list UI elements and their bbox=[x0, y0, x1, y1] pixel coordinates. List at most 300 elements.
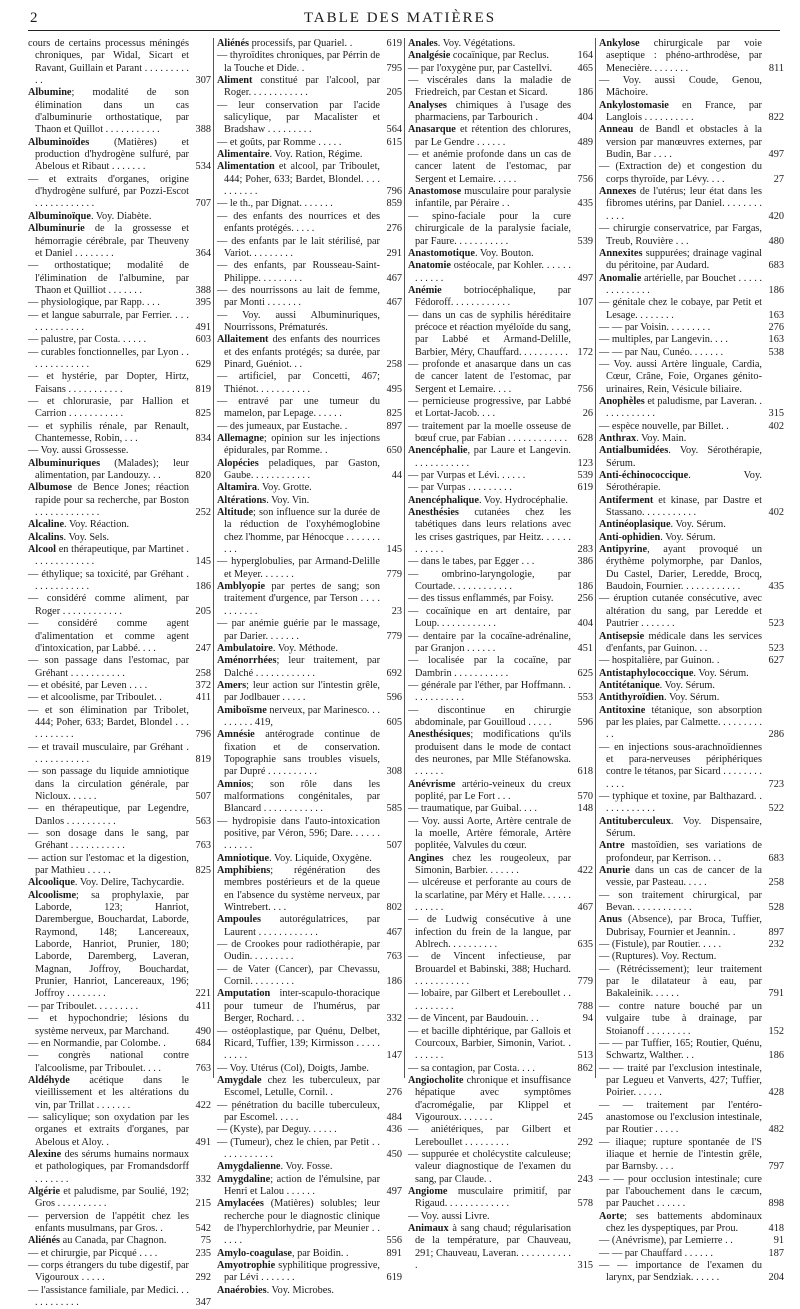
entry-page-number: 186 bbox=[768, 1050, 784, 1062]
entry-text: . Voy. Sérum. bbox=[693, 667, 749, 679]
entry-heading: Amnios bbox=[217, 778, 251, 790]
index-entry bbox=[217, 458, 402, 483]
index-entry bbox=[408, 593, 593, 605]
index-entry bbox=[408, 1211, 593, 1223]
index-entry bbox=[217, 75, 402, 100]
index-entry bbox=[217, 334, 402, 371]
entry-heading: Algérie bbox=[28, 1185, 61, 1197]
entry-page-number: 596 bbox=[386, 692, 402, 704]
entry-heading: Antithyroïdien bbox=[599, 692, 665, 704]
entry-page-number: 27 bbox=[773, 173, 784, 185]
index-entry bbox=[408, 50, 593, 62]
entry-page-number: 258 bbox=[768, 877, 784, 889]
entry-page-number: 570 bbox=[577, 790, 593, 802]
entry-heading: Antisepsie bbox=[599, 630, 645, 642]
entry-text: de la grossesse et hémorragie cérébrale, par Theuveny et Daniel . . . . . . . . bbox=[35, 223, 189, 259]
index-entry bbox=[599, 816, 784, 841]
entry-text: , ayant provoqué un érythème polymorphe, par Danlos, Du Castel, Darier, Leredde, Brocq, Baudoin, Fournier. . . . . . . . . . . . bbox=[606, 544, 762, 593]
index-entry bbox=[599, 692, 784, 704]
entry-text: — son passage dans l'estomac, par Gréhant . . . . . . . . . . . bbox=[28, 655, 189, 679]
index-entry bbox=[599, 705, 784, 742]
index-entry bbox=[599, 939, 784, 951]
entry-heading: Anales bbox=[408, 38, 438, 49]
index-entry bbox=[28, 680, 211, 692]
index-entry bbox=[408, 260, 593, 285]
entry-page-number: 402 bbox=[768, 507, 784, 519]
entry-text: — — traitement par l'entéro-anastomose ou l'exclusion intestinale, par Routier . . . . . bbox=[599, 1099, 762, 1136]
entry-page-number: 763 bbox=[195, 1062, 211, 1074]
entry-page-number: 420 bbox=[768, 210, 784, 222]
index-entry bbox=[599, 680, 784, 692]
entry-text: — considéré comme agent d'alimentation et comme agent d'intoxication, par Labbé. . . . bbox=[28, 618, 189, 654]
index-entry bbox=[599, 519, 784, 531]
entry-heading: Anaérobies bbox=[217, 1284, 267, 1296]
entry-heading: Ankylostomasie bbox=[599, 99, 669, 111]
entry-page-number: 788 bbox=[577, 1000, 593, 1012]
entry-heading: Amers bbox=[217, 679, 247, 691]
entry-page-number: 627 bbox=[768, 655, 784, 667]
entry-text: antérograde continue de fixation et de conservation. Topographie sans troubles visuels, par Dupré . . . . . . . . . . bbox=[224, 729, 380, 778]
entry-page-number: 819 bbox=[195, 383, 211, 395]
entry-text: — par anémie guérie par le massage, par Darier. . . . . . . bbox=[217, 618, 380, 642]
entry-page-number: 522 bbox=[768, 803, 784, 815]
entry-page-number: 897 bbox=[768, 926, 784, 938]
entry-heading: Angines bbox=[408, 852, 444, 864]
index-entry bbox=[408, 816, 593, 853]
entry-heading: Annexites bbox=[599, 247, 643, 259]
entry-text: — (Fistule), par Routier. . . . . bbox=[599, 939, 722, 951]
index-entry bbox=[217, 507, 402, 556]
entry-text: botriocéphalique, par Fédoroff. . . . . . . . . . . . bbox=[415, 284, 571, 309]
index-entry bbox=[408, 680, 593, 705]
entry-text: — localisée par la cocaïne, par Dambrin . . . . . . . . . . . bbox=[408, 655, 571, 679]
index-column-4 bbox=[599, 38, 784, 1284]
entry-text: — iliaque; rupture spontanée de l'S iliaque et hernie de l'intestin grêle, par Barnsby. . . . bbox=[599, 1136, 762, 1173]
entry-page-number: 245 bbox=[577, 1111, 593, 1123]
entry-heading: Angiocholite bbox=[408, 1074, 464, 1086]
index-entry bbox=[217, 211, 402, 236]
entry-page-number: 491 bbox=[195, 321, 211, 333]
entry-text: — Voy. aussi Livre. bbox=[408, 1210, 490, 1222]
entry-heading: Anastomose bbox=[408, 186, 462, 198]
index-entry bbox=[599, 186, 784, 223]
index-entry bbox=[217, 433, 402, 458]
index-entry bbox=[217, 618, 402, 643]
entry-heading: Anophèles bbox=[599, 395, 645, 407]
entry-text: chronique et insuffisance hépatique avec symptômes d'acromégalie, par Klippel et Vigouroux. . . . . . . bbox=[415, 1074, 571, 1123]
entry-text: . Voy. Fosse. bbox=[280, 1161, 333, 1173]
entry-heading: Albuminurie bbox=[28, 223, 85, 235]
index-entry bbox=[408, 655, 593, 680]
entry-text: . Voy. Sérothérapie, Sérum. bbox=[606, 445, 762, 469]
index-entry bbox=[408, 359, 593, 396]
entry-text: — Voy. aussi Aorte, Artère centrale de la moelle, Artère fémorale, Artère poplitée, Valvules du cœur. bbox=[408, 815, 571, 852]
entry-text: — typhique et toxine, par Balthazard. . . . . . . . . . . . bbox=[599, 790, 762, 815]
entry-text: et paludisme, par Soulié, 192; Gros . . . . . . . . . . bbox=[35, 1185, 189, 1210]
entry-text: . Voy. Réaction. bbox=[64, 519, 130, 531]
entry-page-number: 497 bbox=[768, 149, 784, 161]
entry-text: ; son influence sur la durée de la réduction de l'oxyhémoglobine chez l'homme, par Hénocque . . . . . . . . . . bbox=[224, 507, 380, 556]
entry-page-number: 404 bbox=[577, 618, 593, 630]
entry-heading: Amygdale bbox=[217, 1074, 262, 1086]
index-entry bbox=[408, 495, 593, 507]
index-entry bbox=[408, 186, 593, 211]
entry-page-number: 625 bbox=[577, 667, 593, 679]
entry-page-number: 372 bbox=[195, 679, 211, 691]
entry-text: — par Triboulet. . . . . . . . . bbox=[28, 1000, 139, 1012]
entry-text: syphilitique progressive, par Lévi . . . . . . . bbox=[224, 1260, 380, 1284]
index-entry bbox=[408, 211, 593, 248]
entry-text: ; action de l'émulsine, par Henri et Lalou . . . . . . bbox=[224, 1173, 380, 1197]
index-column-1 bbox=[28, 38, 211, 1309]
entry-heading: Altamira bbox=[217, 482, 258, 494]
index-entry bbox=[28, 87, 211, 136]
entry-text: — (Kyste), par Deguy. . . . . . bbox=[217, 1124, 337, 1136]
index-entry bbox=[217, 137, 402, 149]
entry-text: ; leur traitement, par Dalché . . . . . . . . . . . . bbox=[224, 655, 380, 679]
entry-page-number: 564 bbox=[386, 124, 402, 136]
entry-page-number: 538 bbox=[768, 346, 784, 358]
entry-page-number: 796 bbox=[195, 729, 211, 741]
entry-page-number: 467 bbox=[577, 902, 593, 914]
entry-heading: Anesthésiques bbox=[408, 729, 471, 741]
entry-text: médicale dans les services d'enfants, par Guinon. . . bbox=[606, 630, 762, 654]
index-entry bbox=[408, 988, 593, 1013]
index-entry bbox=[28, 853, 211, 878]
entry-page-number: 467 bbox=[386, 272, 402, 284]
entry-text: — hydropisie dans l'auto-intoxication positive, par Véron, 596; Dare. . . . . . . . . . . . bbox=[217, 815, 380, 852]
entry-page-number: 221 bbox=[195, 988, 211, 1000]
entry-page-number: 232 bbox=[768, 939, 784, 951]
entry-text: ; modalité de son élimination dans un cas d'albuminurie orthostatique, par Thaon et Quillot . . . . . . . . . . . bbox=[35, 87, 189, 136]
entry-text: — le th., par Dignat. . . . . . . bbox=[217, 198, 333, 210]
index-entry bbox=[599, 532, 784, 544]
entry-text: — — pour occlusion intestinale; cure par l'abouchement dans le cæcum, par Pauchet . . . . . . bbox=[599, 1173, 762, 1210]
entry-page-number: 418 bbox=[768, 1223, 784, 1234]
entry-heading: Ambulatoire bbox=[217, 642, 273, 654]
entry-text: . Voy. Végétations. bbox=[437, 38, 516, 49]
entry-text: — espèce nouvelle, par Billet. . bbox=[599, 420, 729, 432]
index-entry bbox=[217, 260, 402, 285]
entry-text: . Voy. Diabète. bbox=[90, 210, 152, 222]
column-divider bbox=[213, 38, 214, 1078]
entry-page-number: 258 bbox=[386, 358, 402, 370]
entry-text: mastoïdien, ses variations de profondeur, par Kerrison. . . bbox=[606, 840, 762, 864]
entry-text: , par Laure et Langevin. . . . . . . . . . . . bbox=[415, 445, 571, 469]
entry-page-number: 779 bbox=[577, 976, 593, 988]
index-entry bbox=[217, 939, 402, 964]
entry-page-number: 619 bbox=[386, 1272, 402, 1284]
entry-page-number: 556 bbox=[386, 1235, 402, 1247]
index-entry bbox=[28, 1248, 211, 1260]
entry-text: chez les rougeoleux, par Simonin, Barbier. . . . . . . bbox=[415, 852, 571, 877]
entry-heading: Antitétanique bbox=[599, 679, 660, 691]
entry-text: . Voy. Liquide, Oxygène. bbox=[269, 852, 372, 864]
index-entry bbox=[599, 742, 784, 791]
entry-page-number: 428 bbox=[768, 1087, 784, 1099]
entry-text: — — traité par l'exclusion intestinale, par Legueu et Vanverts, 427; Tuffier, Poirier. . . . . . bbox=[599, 1062, 762, 1099]
entry-text: — et goûts, par Romme . . . . . bbox=[217, 136, 342, 148]
index-entry bbox=[217, 865, 402, 914]
entry-heading: Anti-ophidien bbox=[599, 531, 661, 543]
entry-heading: Alcalins bbox=[28, 531, 64, 543]
entry-page-number: 94 bbox=[582, 1013, 593, 1025]
index-entry bbox=[28, 38, 211, 87]
index-entry bbox=[217, 482, 402, 494]
entry-page-number: 465 bbox=[577, 62, 593, 74]
entry-page-number: 75 bbox=[200, 1235, 211, 1247]
index-entry bbox=[408, 606, 593, 631]
entry-heading: Antialbumidées bbox=[599, 445, 669, 457]
entry-page-number: 451 bbox=[577, 642, 593, 654]
entry-text: nerveux, par Marinesco. . . . . . . . . 419, bbox=[224, 704, 380, 728]
entry-heading: Anomalie bbox=[599, 272, 642, 284]
entry-text: — considéré comme aliment, par Roger . . . . . . . . . . . . bbox=[28, 593, 189, 617]
index-entry bbox=[217, 310, 402, 335]
index-entry bbox=[599, 593, 784, 630]
entry-page-number: 186 bbox=[577, 87, 593, 99]
index-entry bbox=[408, 75, 593, 100]
entry-heading: Anthrax bbox=[599, 433, 637, 444]
entry-heading: Amniotique bbox=[217, 852, 270, 864]
entry-text: — spino-faciale pour la cure chirurgicale de la paralysie faciale, par Faure. . . . . . . . . . . bbox=[408, 210, 571, 247]
entry-heading: Albuminoïdes bbox=[28, 136, 90, 148]
entry-text: — Voy. aussi Coude, Genou, Mâchoire. bbox=[599, 75, 762, 99]
entry-text: — des nourrissons au lait de femme, par Monti . . . . . . . bbox=[217, 284, 380, 309]
entry-heading: Aorte bbox=[599, 1210, 625, 1222]
entry-text: . Voy. Sérum. bbox=[670, 519, 726, 531]
index-entry bbox=[599, 470, 784, 495]
entry-heading: Alcoolisme bbox=[28, 889, 77, 901]
entry-heading: Amnésie bbox=[217, 729, 255, 741]
entry-text: . Voy. Bouton. bbox=[474, 247, 534, 259]
entry-text: — — importance de l'examen du larynx, par Sendziak. . . . . . bbox=[599, 1260, 762, 1284]
entry-text: . Voy. Microbes. bbox=[266, 1284, 334, 1296]
entry-page-number: 205 bbox=[195, 605, 211, 617]
entry-text: — de Vincent infectieuse, par Brouardel et Babinski, 388; Huchard. . . . . . . . . . . . bbox=[408, 951, 571, 988]
entry-text: ; modifications qu'ils produisent dans le mode de contact des neurones, par Mlle Stéfanowska. . . . . . . bbox=[415, 729, 571, 778]
entry-page-number: 186 bbox=[768, 284, 784, 296]
entry-text: — multiples, par Langevin. . . . bbox=[599, 334, 728, 346]
index-entry bbox=[28, 890, 211, 1001]
entry-text: — contre nature bouché par un vulgaire tube à drainage, par Stoianoff . . . . . . . . . bbox=[599, 1000, 762, 1037]
entry-text: — des enfants par le lait stérilisé, par Variot. . . . . . . . . bbox=[217, 235, 380, 259]
index-entry bbox=[599, 865, 784, 890]
entry-text: — éthylique; sa toxicité, par Gréhant . . . . . . . . . . . . bbox=[28, 568, 189, 593]
index-entry bbox=[28, 519, 211, 531]
entry-page-number: 395 bbox=[195, 297, 211, 309]
column-divider bbox=[404, 38, 405, 1078]
entry-page-number: 684 bbox=[195, 1037, 211, 1049]
entry-text: et alcool, par Triboulet, 444; Poher, 633; Bardet, Blondel. . . . . . . . . . . bbox=[224, 161, 380, 198]
entry-page-number: 495 bbox=[386, 383, 402, 395]
index-entry bbox=[599, 495, 784, 520]
entry-text: peladiques, par Gaston, Gaube. . . . . . . . . . . . bbox=[224, 457, 380, 482]
index-entry bbox=[408, 124, 593, 149]
entry-heading: Anencéphalique bbox=[408, 494, 479, 506]
entry-page-number: 763 bbox=[386, 951, 402, 963]
index-entry bbox=[599, 445, 784, 470]
entry-heading: Alopécies bbox=[217, 457, 259, 469]
entry-text: — ombrino-laryngologie, par Courtade. . . . . . . . . . . . bbox=[408, 568, 571, 593]
entry-text: — Voy. aussi Grossesse. bbox=[28, 445, 129, 457]
index-entry bbox=[217, 581, 402, 618]
entry-text: — traumatique, par Guibal. . . . bbox=[408, 803, 537, 815]
entry-page-number: 152 bbox=[768, 1025, 784, 1037]
index-entry bbox=[28, 396, 211, 421]
index-entry bbox=[408, 556, 593, 568]
index-entry bbox=[28, 742, 211, 767]
entry-heading: Analyses bbox=[408, 99, 447, 111]
entry-heading: Analgésie bbox=[408, 50, 451, 62]
index-entry bbox=[28, 705, 211, 742]
column-divider bbox=[595, 38, 596, 1078]
entry-text: et kinase, par Dastre et Stassano. . . . . . . . . . . bbox=[606, 494, 762, 519]
entry-page-number: 553 bbox=[577, 692, 593, 704]
entry-text: — perversion de l'appétit chez les enfants musulmans, par Gros. . bbox=[28, 1210, 189, 1234]
entry-text: processifs, par Quariel. . bbox=[249, 38, 353, 49]
entry-text: — dans un cas de syphilis héréditaire précoce et réaction myéloïde du sang, par Labbé et Armand-Delille, Barbier, Méry, Chauffard. . . . . . . . . . bbox=[408, 309, 571, 358]
entry-text: — sa contagion, par Costa. . . . bbox=[408, 1062, 535, 1074]
entry-heading: Allaitement bbox=[217, 334, 269, 346]
entry-page-number: 585 bbox=[386, 803, 402, 815]
entry-page-number: 619 bbox=[386, 38, 402, 49]
entry-page-number: 107 bbox=[577, 297, 593, 309]
entry-text: à sang chaud; régularisation de la température, par Chauveau, 291; Chauveau, Laveran. . . . . . . . . . . . bbox=[415, 1223, 571, 1272]
entry-text: — l'assistance familiale, par Medici. . . . . . . . . . . . bbox=[28, 1284, 189, 1309]
entry-text: — en thérapeutique, par Legendre, Danlos . . . . . . . . . . bbox=[28, 803, 189, 827]
entry-page-number: 147 bbox=[386, 1050, 402, 1062]
entry-text: musculaire primitif, par Rigaud. . . . . . . . . . . . . bbox=[415, 1185, 571, 1210]
entry-text: — et obésité, par Leven . . . . bbox=[28, 679, 148, 691]
entry-page-number: 347 bbox=[195, 1297, 211, 1309]
index-entry bbox=[217, 655, 402, 680]
entry-page-number: 683 bbox=[768, 260, 784, 272]
entry-page-number: 563 bbox=[195, 815, 211, 827]
index-entry bbox=[599, 1211, 784, 1236]
entry-text: . Voy. Ration, Régime. bbox=[269, 149, 363, 161]
index-entry bbox=[28, 828, 211, 853]
entry-text: . Voy. Delire, Tachycardie. bbox=[74, 877, 185, 889]
entry-page-number: 763 bbox=[195, 840, 211, 852]
index-entry bbox=[599, 38, 784, 75]
entry-text: acétique dans le vieillissement et les altérations du vin, par Trillat . . . . . . . bbox=[35, 1074, 189, 1111]
entry-heading: Ankylose bbox=[599, 38, 640, 49]
index-entry bbox=[408, 310, 593, 359]
entry-page-number: 825 bbox=[386, 408, 402, 420]
entry-text: — ostéoplastique, par Quénu, Delbet, Ricard, Tuffier, 139; Kirmisson . . . . . . . . . . bbox=[217, 1025, 380, 1062]
entry-heading: Antiferment bbox=[599, 494, 654, 506]
index-entry bbox=[599, 1137, 784, 1174]
entry-text: . Voy. Vin. bbox=[266, 494, 310, 506]
index-columns bbox=[28, 38, 784, 1309]
entry-text: . Voy. Dispensaire, Sérum. bbox=[606, 815, 762, 839]
index-entry bbox=[28, 137, 211, 174]
entry-text: ostéocale, par Kohler. . . . . . . . . . . . bbox=[415, 260, 571, 284]
entry-text: de Bandl et obstacles à la version par manœuvres externes, par Budin, Bar . . . . bbox=[606, 124, 762, 161]
index-entry bbox=[408, 507, 593, 556]
index-entry bbox=[408, 705, 593, 730]
entry-text: — des enfants, par Rousseau-Saint-Philippe. . . . . . . . . bbox=[217, 260, 380, 284]
entry-text: — Voy. aussi Albuminuriques, Nourrissons, Prématurés. bbox=[217, 309, 380, 333]
entry-text: . Voy. Main. bbox=[636, 433, 687, 444]
entry-page-number: 819 bbox=[195, 753, 211, 765]
entry-text: de l'utérus; leur état dans les fibromes utérins, par Daniel. . . . . . . . . . . . bbox=[606, 186, 762, 222]
index-entry bbox=[217, 1026, 402, 1063]
entry-heading: Amyotrophie bbox=[217, 1260, 276, 1272]
entry-heading: Antitoxine bbox=[599, 704, 646, 716]
entry-heading: Aménorrhées bbox=[217, 655, 277, 667]
entry-heading: Aldéhyde bbox=[28, 1074, 70, 1086]
index-entry bbox=[217, 964, 402, 989]
entry-text: — — par Nau, Cunéo. . . . . . . bbox=[599, 346, 724, 358]
entry-text: en France, par Langlois . . . . . . . . . . bbox=[606, 99, 762, 124]
index-entry bbox=[28, 1186, 211, 1211]
entry-heading: Annexes bbox=[599, 186, 637, 198]
entry-text: — éruption cutanée consécutive, avec altération du sang, par Leredde et Pautrier . . . . . . . bbox=[599, 593, 762, 630]
index-entry bbox=[28, 297, 211, 309]
index-entry bbox=[408, 914, 593, 951]
entry-page-number: 247 bbox=[195, 642, 211, 654]
index-entry bbox=[28, 1211, 211, 1236]
entry-page-number: 404 bbox=[577, 112, 593, 124]
index-entry bbox=[408, 482, 593, 494]
index-entry bbox=[408, 853, 593, 878]
index-entry bbox=[408, 1149, 593, 1186]
entry-page-number: 542 bbox=[195, 1223, 211, 1234]
index-entry bbox=[28, 1112, 211, 1149]
entry-heading: Amygdalienne bbox=[217, 1161, 281, 1173]
entry-text: — générale par l'éther, par Hoffmann. . . . . . . . . . . . bbox=[408, 679, 571, 704]
entry-text: (Matières) solubles; leur recherche pour le diagnostic clinique de l'hyperchlorhydrie, par Meunier . . . . . . bbox=[224, 1198, 380, 1247]
index-entry bbox=[28, 803, 211, 828]
index-entry bbox=[28, 569, 211, 594]
entry-heading: Amylacées bbox=[217, 1198, 264, 1210]
index-entry bbox=[217, 50, 402, 75]
entry-text: (Absence), par Broca, Tuffier, Dubrisay, Fournier et Jeannin. . bbox=[606, 914, 762, 938]
index-entry bbox=[599, 334, 784, 346]
entry-page-number: 822 bbox=[768, 112, 784, 124]
entry-text: — et alcoolisme, par Triboulet. . bbox=[28, 692, 162, 704]
entry-heading: Ampoules bbox=[217, 914, 262, 926]
index-entry bbox=[217, 38, 402, 50]
entry-page-number: 163 bbox=[768, 309, 784, 321]
entry-page-number: 834 bbox=[195, 433, 211, 444]
entry-page-number: 796 bbox=[386, 186, 402, 198]
entry-page-number: 820 bbox=[195, 470, 211, 482]
entry-text: . Voy. Sérum. bbox=[660, 531, 716, 543]
entry-page-number: 615 bbox=[386, 136, 402, 148]
entry-text: — discontinue en chirurgie abdominale, par Gouilloud . . . . . bbox=[408, 704, 571, 728]
entry-text: au Canada, par Chagnon. bbox=[60, 1235, 167, 1247]
index-entry bbox=[217, 495, 402, 507]
entry-text: . Voy. Sérum. bbox=[664, 692, 720, 704]
entry-text: ; régénération des membres postérieurs et de la queue en l'absence du système nerveux, par Wintrebert. . . . bbox=[224, 865, 380, 914]
entry-heading: Anneau bbox=[599, 124, 634, 136]
index-entry bbox=[408, 248, 593, 260]
index-entry bbox=[217, 198, 402, 210]
entry-text: suppurées; drainage vaginal du péritoine, par Audard. bbox=[606, 247, 762, 272]
index-entry bbox=[408, 1075, 593, 1124]
entry-page-number: 507 bbox=[195, 790, 211, 802]
entry-page-number: 215 bbox=[195, 1198, 211, 1210]
entry-page-number: 825 bbox=[195, 408, 211, 420]
index-entry bbox=[599, 75, 784, 100]
entry-heading: Anévrisme bbox=[408, 778, 456, 790]
index-entry bbox=[28, 421, 211, 446]
entry-text: — des jumeaux, par Eustache. . bbox=[217, 420, 348, 432]
entry-text: , par Boidin. . bbox=[291, 1247, 349, 1259]
